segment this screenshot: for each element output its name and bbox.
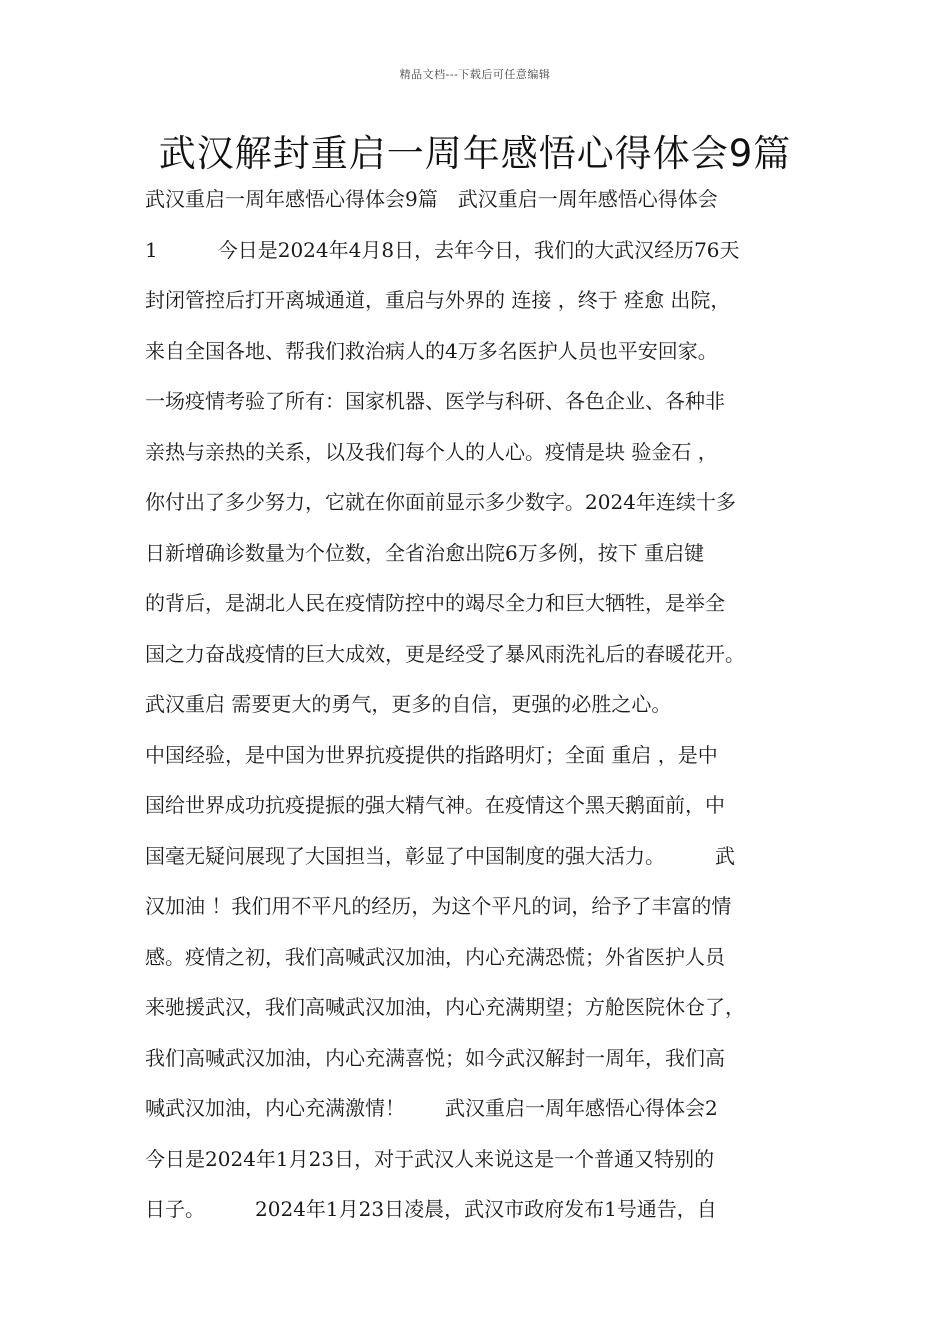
body-line: 来自全国各地、帮我们救治病人的4万多名医护人员也平安回家。	[145, 338, 718, 363]
body-line: 来驰援武汉，我们高喊武汉加油，内心充满期望；方舱医院休仓了，	[145, 995, 745, 1019]
body-line: 喊武汉加油，内心充满激情！ 武汉重启一周年感悟心得体会2	[145, 1096, 718, 1120]
body-line: 亲热与亲热的关系，以及我们每个人的人心。疫情是块 验金石 ，	[145, 439, 718, 464]
body-line: 国给世界成功抗疫提振的强大精气神。在疫情这个黑天鹅面前，中	[145, 793, 725, 817]
body-line: 一场疫情考验了所有：国家机器、医学与科研、各色企业、各种非	[145, 389, 725, 413]
body-line: 的背后，是湖北人民在疫情防控中的竭尽全力和巨大牺牲，是举全	[145, 591, 725, 615]
body-line: 中国经验，是中国为世界抗疫提供的指路明灯；全面 重启 ，是中	[145, 742, 718, 767]
body-line: 1 今日是2024年4月8日，去年今日，我们的大武汉经历76天	[145, 237, 740, 262]
document-title: 武汉解封重启一周年感悟心得体会9篇	[158, 132, 792, 175]
body-line: 武汉重启 需要更大的勇气，更多的自信，更强的必胜之心。	[145, 692, 672, 716]
body-line: 武汉重启一周年感悟心得体会9篇 武汉重启一周年感悟心得体会	[145, 187, 718, 211]
header-note: 精品文档---下载后可任意编辑	[399, 68, 551, 81]
body-line: 汉加油 ！我们用不平凡的经历，为这个平凡的词，给予了丰富的情	[145, 894, 732, 918]
body-text	[145, 174, 815, 1235]
body-line: 封闭管控后打开离城通道，重启与外界的 连接 ，终于 痊愈 出院，	[145, 288, 731, 312]
body-line: 我们高喊武汉加油，内心充满喜悦；如今武汉解封一周年，我们高	[145, 1045, 725, 1070]
body-line: 国之力奋战疫情的巨大成效，更是经受了暴风雨洗礼后的春暖花开。	[145, 641, 745, 666]
body-line: 日子。 2024年1月23日凌晨，武汉市政府发布1号通告，自	[145, 1197, 717, 1221]
body-line: 日新增确诊数量为个位数，全省治愈出院6万多例，按下 重启键	[145, 540, 705, 565]
body-line: 国毫无疑问展现了大国担当，彰显了中国制度的强大活力。 武	[145, 843, 735, 868]
body-line: 你付出了多少努力，它就在你面前显示多少数字。2024年连续十多	[145, 490, 736, 514]
body-line: 今日是2024年1月23日，对于武汉人来说这是一个普通又特别的	[145, 1146, 715, 1171]
body-line: 感。疫情之初，我们高喊武汉加油，内心充满恐慌；外省医护人员	[145, 944, 725, 969]
